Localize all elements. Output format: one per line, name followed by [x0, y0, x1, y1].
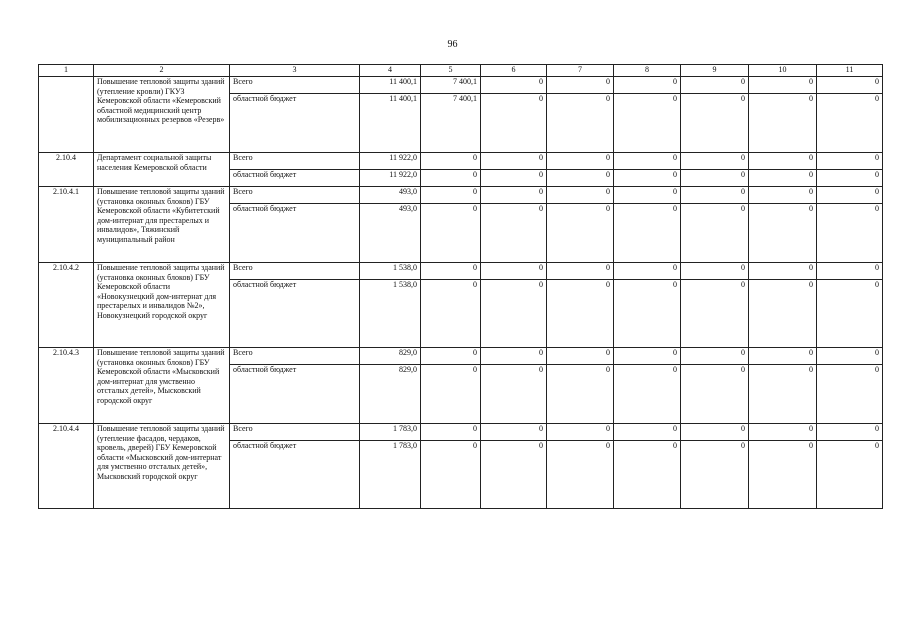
value-cell: 0 — [481, 170, 547, 187]
row-name: Повышение тепловой защиты зданий (установка оконных блоков) ГБУ Кемеровской области «Новокузнецкий дом-интернат для престарелых и инвалидов №2», Новокузнецкий городской округ — [94, 263, 230, 348]
value-cell: 0 — [749, 263, 817, 280]
value-cell: 0 — [749, 280, 817, 348]
funding-source: областной бюджет — [230, 280, 360, 348]
column-header: 5 — [421, 65, 481, 77]
value-cell: 0 — [614, 280, 681, 348]
value-cell: 0 — [614, 77, 681, 94]
value-cell: 0 — [681, 77, 749, 94]
value-cell: 0 — [421, 204, 481, 263]
value-cell: 0 — [547, 77, 614, 94]
value-cell: 1 783,0 — [360, 424, 421, 441]
funding-source: Всего — [230, 153, 360, 170]
value-cell: 0 — [421, 170, 481, 187]
value-cell: 0 — [547, 204, 614, 263]
value-cell: 0 — [817, 187, 883, 204]
value-cell: 11 922,0 — [360, 170, 421, 187]
value-cell: 0 — [481, 348, 547, 365]
value-cell: 493,0 — [360, 204, 421, 263]
value-cell: 7 400,1 — [421, 77, 481, 94]
budget-table — [38, 64, 883, 509]
value-cell: 0 — [421, 187, 481, 204]
value-cell: 7 400,1 — [421, 94, 481, 153]
value-cell: 0 — [614, 187, 681, 204]
value-cell: 0 — [614, 153, 681, 170]
column-header: 8 — [614, 65, 681, 77]
value-cell: 0 — [614, 263, 681, 280]
value-cell: 0 — [817, 204, 883, 263]
value-cell: 0 — [481, 187, 547, 204]
table-row — [39, 348, 883, 365]
column-header: 10 — [749, 65, 817, 77]
funding-source: областной бюджет — [230, 365, 360, 424]
value-cell: 0 — [817, 348, 883, 365]
value-cell: 0 — [749, 348, 817, 365]
table-row — [39, 187, 883, 204]
value-cell: 1 783,0 — [360, 441, 421, 509]
value-cell: 0 — [421, 348, 481, 365]
table-row — [39, 77, 883, 94]
value-cell: 0 — [481, 204, 547, 263]
row-code: 2.10.4 — [39, 153, 94, 187]
value-cell: 0 — [681, 424, 749, 441]
value-cell: 829,0 — [360, 348, 421, 365]
value-cell: 0 — [681, 187, 749, 204]
value-cell: 0 — [481, 424, 547, 441]
funding-source: Всего — [230, 424, 360, 441]
value-cell: 0 — [547, 170, 614, 187]
value-cell: 0 — [681, 204, 749, 263]
value-cell: 0 — [749, 153, 817, 170]
value-cell: 0 — [681, 441, 749, 509]
row-code: 2.10.4.1 — [39, 187, 94, 263]
page-number: 96 — [447, 39, 458, 50]
value-cell: 0 — [614, 441, 681, 509]
value-cell: 0 — [681, 263, 749, 280]
value-cell: 0 — [481, 365, 547, 424]
value-cell: 0 — [749, 365, 817, 424]
row-name: Повышение тепловой защиты зданий (утепление кровли) ГКУЗ Кемеровской области «Кемеровский областной медицинский центр мобилизационных резервов «Резерв» — [94, 77, 230, 153]
value-cell: 0 — [547, 263, 614, 280]
row-code: 2.10.4.3 — [39, 348, 94, 424]
table-row — [39, 424, 883, 441]
value-cell: 0 — [817, 170, 883, 187]
value-cell: 0 — [749, 77, 817, 94]
value-cell: 0 — [614, 348, 681, 365]
row-name: Повышение тепловой защиты зданий (установка оконных блоков) ГБУ Кемеровской области «Кубитетский дом-интернат для престарелых и инвалидов», Тяжинский муниципальный район — [94, 187, 230, 263]
value-cell: 0 — [614, 365, 681, 424]
value-cell: 0 — [547, 441, 614, 509]
table-row — [39, 263, 883, 280]
value-cell: 0 — [817, 441, 883, 509]
value-cell: 0 — [481, 153, 547, 170]
row-code — [39, 77, 94, 153]
value-cell: 0 — [749, 441, 817, 509]
value-cell: 0 — [421, 365, 481, 424]
value-cell: 0 — [481, 94, 547, 153]
value-cell: 0 — [614, 170, 681, 187]
value-cell: 0 — [547, 94, 614, 153]
row-name: Департамент социальной защиты населения Кемеровской области — [94, 153, 230, 187]
value-cell: 0 — [681, 153, 749, 170]
funding-source: областной бюджет — [230, 94, 360, 153]
value-cell: 0 — [547, 280, 614, 348]
header-row — [39, 65, 883, 77]
row-name: Повышение тепловой защиты зданий (утепление фасадов, чердаков, кровель, дверей) ГБУ Кемеровской области «Мысковский дом-интернат для умственно отсталых детей», Мысковский городской округ — [94, 424, 230, 509]
value-cell: 829,0 — [360, 365, 421, 424]
value-cell: 0 — [481, 441, 547, 509]
value-cell: 0 — [749, 94, 817, 153]
funding-source: Всего — [230, 77, 360, 94]
funding-source: Всего — [230, 263, 360, 280]
value-cell: 0 — [547, 348, 614, 365]
value-cell: 0 — [421, 280, 481, 348]
value-cell: 0 — [481, 77, 547, 94]
value-cell: 0 — [481, 280, 547, 348]
value-cell: 0 — [817, 424, 883, 441]
value-cell: 0 — [421, 263, 481, 280]
value-cell: 0 — [681, 280, 749, 348]
column-header: 9 — [681, 65, 749, 77]
funding-source: Всего — [230, 187, 360, 204]
value-cell: 0 — [817, 153, 883, 170]
value-cell: 1 538,0 — [360, 280, 421, 348]
value-cell: 11 400,1 — [360, 94, 421, 153]
value-cell: 11 922,0 — [360, 153, 421, 170]
value-cell: 0 — [681, 365, 749, 424]
value-cell: 0 — [421, 441, 481, 509]
value-cell: 0 — [749, 187, 817, 204]
value-cell: 0 — [749, 204, 817, 263]
value-cell: 0 — [817, 263, 883, 280]
value-cell: 0 — [547, 153, 614, 170]
value-cell: 1 538,0 — [360, 263, 421, 280]
row-name: Повышение тепловой защиты зданий (установка оконных блоков) ГБУ Кемеровской области «Мысковский дом-интернат для умственно отсталых детей», Мысковский городской округ — [94, 348, 230, 424]
value-cell: 0 — [749, 424, 817, 441]
funding-source: Всего — [230, 348, 360, 365]
value-cell: 0 — [817, 77, 883, 94]
column-header: 11 — [817, 65, 883, 77]
column-header: 1 — [39, 65, 94, 77]
value-cell: 11 400,1 — [360, 77, 421, 94]
value-cell: 0 — [614, 424, 681, 441]
value-cell: 0 — [614, 204, 681, 263]
value-cell: 0 — [817, 365, 883, 424]
value-cell: 0 — [681, 170, 749, 187]
column-header: 4 — [360, 65, 421, 77]
value-cell: 0 — [817, 280, 883, 348]
value-cell: 0 — [817, 94, 883, 153]
value-cell: 0 — [749, 170, 817, 187]
row-code: 2.10.4.4 — [39, 424, 94, 509]
column-header: 3 — [230, 65, 360, 77]
column-header: 7 — [547, 65, 614, 77]
column-header: 6 — [481, 65, 547, 77]
value-cell: 493,0 — [360, 187, 421, 204]
column-header: 2 — [94, 65, 230, 77]
funding-source: областной бюджет — [230, 441, 360, 509]
row-code: 2.10.4.2 — [39, 263, 94, 348]
value-cell: 0 — [614, 94, 681, 153]
value-cell: 0 — [547, 365, 614, 424]
value-cell: 0 — [421, 424, 481, 441]
value-cell: 0 — [681, 94, 749, 153]
table-row — [39, 153, 883, 170]
funding-source: областной бюджет — [230, 204, 360, 263]
table-body — [39, 77, 883, 509]
value-cell: 0 — [681, 348, 749, 365]
value-cell: 0 — [481, 263, 547, 280]
value-cell: 0 — [421, 153, 481, 170]
value-cell: 0 — [547, 424, 614, 441]
funding-source: областной бюджет — [230, 170, 360, 187]
value-cell: 0 — [547, 187, 614, 204]
